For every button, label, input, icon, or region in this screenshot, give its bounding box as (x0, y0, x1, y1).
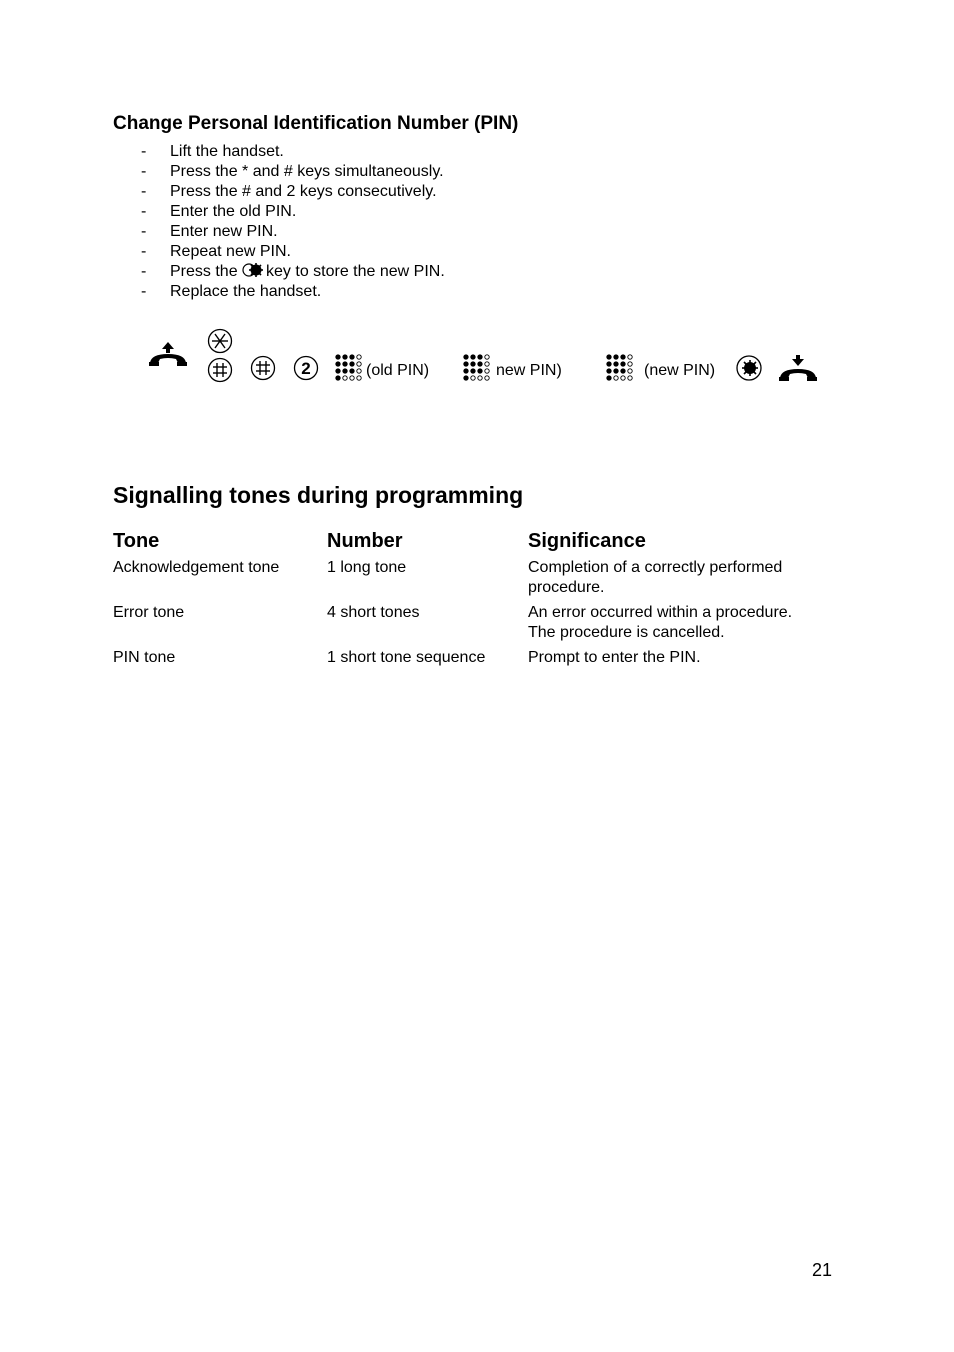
step-text (170, 262, 445, 282)
list-dash: - (141, 243, 147, 260)
hash-key-icon (207, 357, 233, 383)
two-key-digit: 2 (301, 359, 311, 378)
list-dash: - (141, 183, 147, 200)
significance-cell-line2: procedure. (528, 579, 605, 596)
replace-handset-icon (778, 354, 818, 382)
lift-handset-icon (148, 341, 188, 367)
store-key-icon (735, 355, 763, 381)
step-text: Repeat new PIN. (170, 243, 291, 260)
step-text-after: key to store the new PIN. (266, 263, 445, 280)
significance-cell: An error occurred within a procedure. (528, 604, 793, 621)
two-key-icon (293, 355, 319, 381)
list-dash: - (141, 163, 147, 180)
tone-cell: Error tone (113, 604, 185, 621)
step-text: Replace the handset. (170, 283, 322, 300)
number-cell: 1 long tone (327, 559, 407, 576)
list-dash: - (141, 203, 147, 220)
old-pin-label: (old PIN) (366, 362, 430, 379)
keypad-icon (462, 353, 492, 383)
section-title-change-pin: Change Personal Identification Number (PIN) (113, 113, 519, 134)
column-header-significance: Significance (528, 530, 646, 552)
list-dash: - (141, 283, 147, 300)
tone-cell: Acknowledgement tone (113, 559, 280, 576)
step-text: Press the # and 2 keys consecutively. (170, 183, 437, 200)
number-cell: 4 short tones (327, 604, 420, 621)
section-title-signalling-tones: Signalling tones during programming (113, 482, 524, 508)
significance-cell: Completion of a correctly performed (528, 559, 783, 576)
keypad-icon (334, 353, 364, 383)
list-dash: - (141, 143, 147, 160)
page-number: 21 (812, 1260, 833, 1280)
number-cell: 1 short tone sequence (327, 649, 486, 666)
store-key-icon (242, 262, 266, 278)
significance-cell: Prompt to enter the PIN. (528, 649, 701, 666)
step-text-before: Press the (170, 263, 243, 280)
tone-cell: PIN tone (113, 649, 176, 666)
list-dash: - (141, 263, 147, 280)
step-text: Enter new PIN. (170, 223, 278, 240)
step-text: Press the * and # keys simultaneously. (170, 163, 444, 180)
column-header-tone: Tone (113, 530, 160, 552)
step-text: Lift the handset. (170, 143, 284, 160)
significance-cell-line2: The procedure is cancelled. (528, 624, 725, 641)
star-key-icon (207, 328, 233, 354)
column-header-number: Number (327, 530, 403, 552)
new-pin-label: new PIN) (496, 362, 562, 379)
list-dash: - (141, 223, 147, 240)
repeat-new-pin-label: (new PIN) (644, 362, 716, 379)
keypad-icon (605, 353, 635, 383)
hash-key-icon (250, 355, 276, 381)
step-text: Enter the old PIN. (170, 203, 297, 220)
